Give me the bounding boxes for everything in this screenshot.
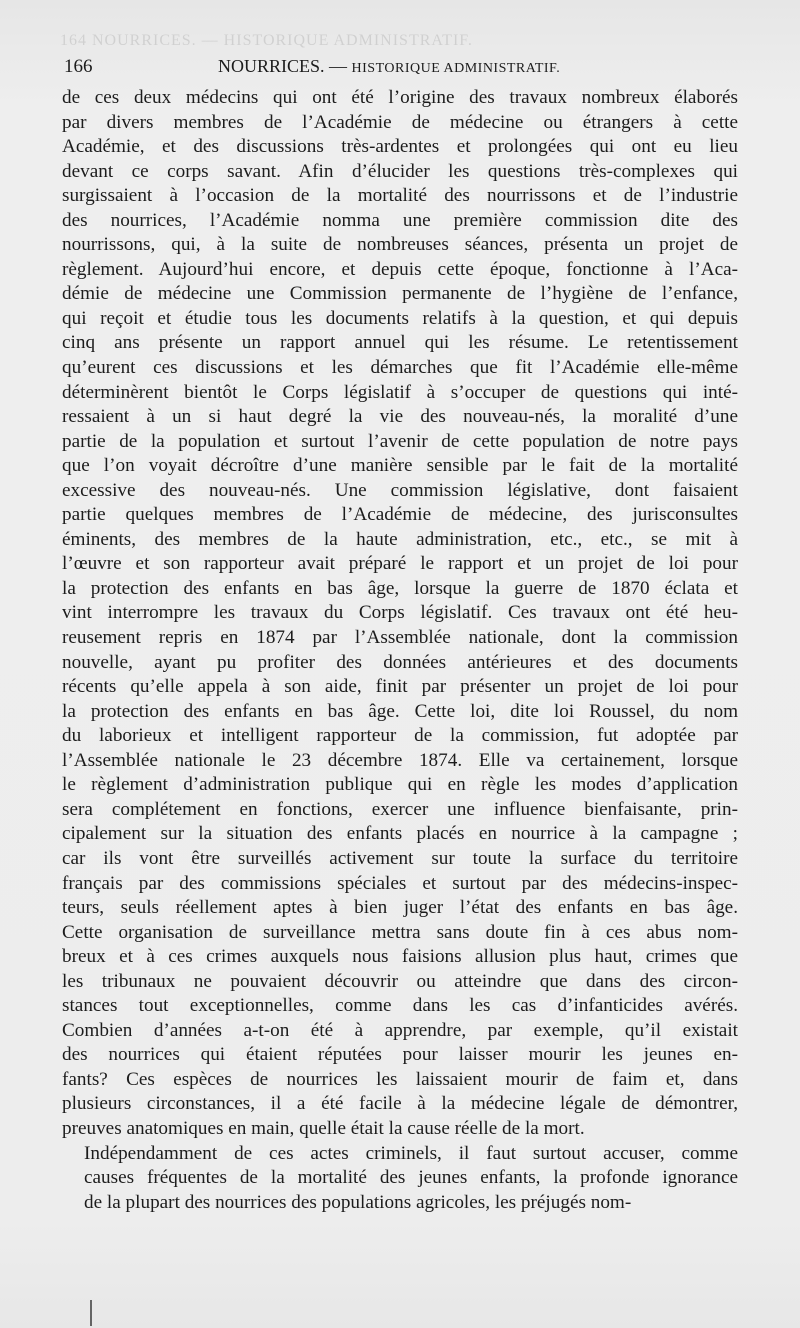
running-head-main: NOURRICES. <box>218 56 325 76</box>
text-line: Cette organisation de surveillance mettra sans doute fin à ces abus nom- <box>62 921 738 943</box>
text-line: qui reçoit et étudie tous les documents relatifs à la question, et qui depuis <box>62 307 738 329</box>
bleed-through-text: 164 NOURRICES. — HISTORIQUE ADMINISTRATIF. <box>60 32 473 49</box>
text-line: l’œuvre et son rapporteur avait préparé le rapport et un projet de loi pour <box>62 553 738 575</box>
text-line: la protection des enfants en bas âge. Cette loi, dite loi Roussel, du nom <box>62 700 738 722</box>
text-line: partie quelques membres de l’Académie de médecine, des jurisconsultes <box>62 504 738 526</box>
text-line: nouvelle, ayant pu profiter des données antérieures et des documents <box>62 651 738 673</box>
text-line: déterminèrent bientôt le Corps législatif à s’occuper de questions qui inté- <box>62 381 738 403</box>
page-number: 166 <box>64 56 93 77</box>
text-line: des nourrices qui étaient réputées pour laisser mourir les jeunes en- <box>62 1044 738 1066</box>
text-line: la protection des enfants en bas âge, lorsque la guerre de 1870 éclata et <box>62 577 738 599</box>
text-line: des nourrices, l’Académie nomma une première commission dite des <box>62 209 738 231</box>
body-text <box>62 86 738 1215</box>
text-line: stances tout exceptionnelles, comme dans les cas d’infanticides avérés. <box>62 995 738 1017</box>
paragraph-1 <box>62 86 738 1142</box>
text-line: nourrissons, qui, à la suite de nombreuses séances, présenta un projet de <box>62 234 738 256</box>
text-line: sera complétement en fonctions, exercer une influence bienfaisante, prin- <box>62 798 738 820</box>
running-head <box>218 56 560 77</box>
text-line: que l’on voyait décroître d’une manière sensible par le fait de la mortalité <box>62 455 738 477</box>
text-line: fants? Ces espèces de nourrices les laissaient mourir de faim et, dans <box>62 1068 738 1090</box>
margin-mark <box>90 1300 92 1326</box>
text-line: surgissaient à l’occasion de la mortalité des nourrissons et de l’industrie <box>62 185 738 207</box>
text-line: de ces deux médecins qui ont été l’origine des travaux nombreux élaborés <box>62 87 738 108</box>
text-line: excessive des nouveau-nés. Une commission législative, dont faisaient <box>62 479 738 501</box>
running-head-dash: — <box>329 56 348 76</box>
text-line: éminents, des membres de la haute administration, etc., etc., se mit à <box>62 528 738 550</box>
paragraph-2 <box>62 1142 738 1216</box>
text-line: breux et à ces crimes auxquels nous faisions allusion plus haut, crimes que <box>62 946 738 968</box>
text-line: démie de médecine une Commission permanente de l’hygiène de l’enfance, <box>62 283 738 305</box>
text-line: Académie, et des discussions très-ardentes et prolongées qui ont eu lieu <box>62 136 738 158</box>
text-line: l’Assemblée nationale le 23 décembre 1874. Elle va certainement, lorsque <box>62 749 738 771</box>
text-line: cipalement sur la situation des enfants placés en nourrice à la campagne ; <box>62 823 738 845</box>
text-line: ressaient à un si haut degré la vie des nouveau-nés, la moralité d’une <box>62 406 738 428</box>
text-line: règlement. Aujourd’hui encore, et depuis cette époque, fonctionne à l’Aca- <box>62 258 738 280</box>
text-line: vint interrompre les travaux du Corps législatif. Ces travaux ont été heu- <box>62 602 738 624</box>
text-line: récents qu’elle appela à son aide, finit par présenter un projet de loi pour <box>62 676 738 698</box>
text-line: de la plupart des nourrices des populations agricoles, les préjugés nom- <box>84 1191 632 1213</box>
page-header <box>64 56 740 82</box>
text-line: du laborieux et intelligent rapporteur de la commission, fut adoptée par <box>62 725 738 747</box>
text-line: cinq ans présente un rapport annuel qui les résume. Le retentissement <box>62 332 738 354</box>
text-line: partie de la population et surtout l’avenir de cette population de notre pays <box>62 430 738 452</box>
text-line: devant ce corps savant. Afin d’élucider les questions très-complexes qui <box>62 160 738 182</box>
text-line: car ils vont être surveillés activement sur toute la surface du territoire <box>62 847 738 869</box>
text-line: par divers membres de l’Académie de médecine ou étrangers à cette <box>62 111 738 133</box>
text-line: reusement repris en 1874 par l’Assemblée nationale, dont la commission <box>62 627 738 649</box>
text-line: qu’eurent ces discussions et les démarches que fit l’Académie elle-même <box>62 357 738 379</box>
text-line: Combien d’années a-t-on été à apprendre, par exemple, qu’il existait <box>62 1019 738 1041</box>
running-head-sub: HISTORIQUE ADMINISTRATIF. <box>351 61 561 76</box>
text-line: français par des commissions spéciales et surtout par des médecins-inspec- <box>62 872 738 894</box>
text-line: le règlement d’administration publique qui en règle les modes d’application <box>62 774 738 796</box>
text-line: plusieurs circonstances, il a été facile à la médecine légale de démontrer, <box>62 1093 738 1115</box>
text-line: teurs, seuls réellement aptes à bien juger l’état des enfants en bas âge. <box>62 897 738 919</box>
text-line: preuves anatomiques en main, quelle était la cause réelle de la mort. <box>62 1117 585 1139</box>
text-line: les tribunaux ne pouvaient découvrir ou atteindre que dans des circon- <box>62 970 738 992</box>
text-line: Indépendamment de ces actes criminels, il faut surtout accuser, comme <box>84 1142 738 1164</box>
text-line: causes fréquentes de la mortalité des jeunes enfants, la profonde ignorance <box>84 1167 738 1189</box>
